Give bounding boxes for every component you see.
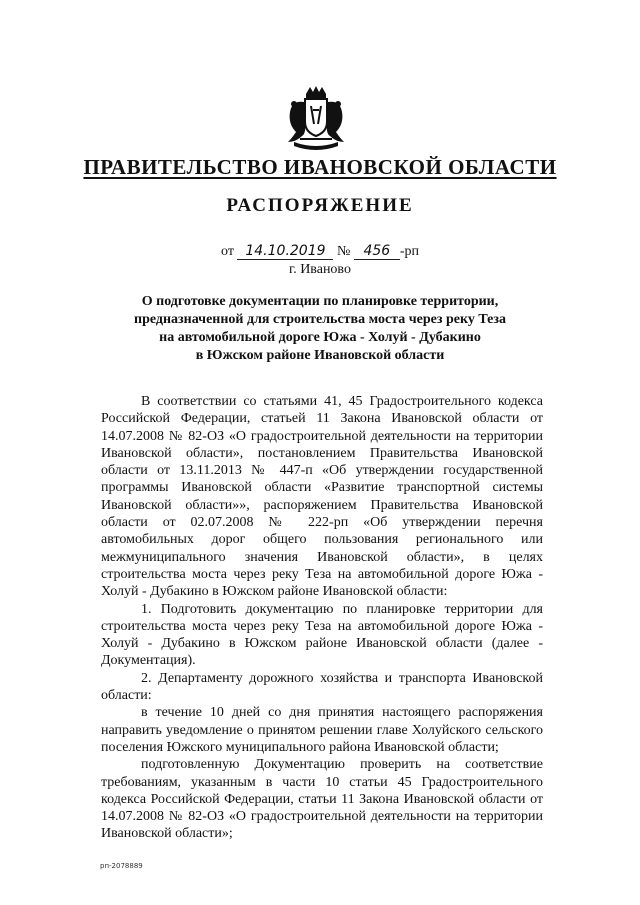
subject-line: в Южском районе Ивановской области <box>195 348 445 363</box>
government-title: ПРАВИТЕЛЬСТВО ИВАНОВСКОЙ ОБЛАСТИ <box>83 155 557 179</box>
coat-of-arms-icon <box>284 84 348 152</box>
subject-line: предназначенной для строительства моста через реку Теза <box>134 312 506 327</box>
document-code: рп-2078889 <box>100 862 143 870</box>
document-date: 14.10.2019 <box>237 244 333 260</box>
body-paragraph: 1. Подготовить документацию по планировке территории для строительства моста через реку Теза на автомобильной дороге Южа - Холуй - Дубакино в Южском районе Ивановской области (далее - Документация). <box>101 601 543 669</box>
body-paragraph: 2. Департаменту дорожного хозяйства и транспорта Ивановской области: <box>101 670 543 704</box>
document-number: 456 <box>354 244 400 260</box>
city: г. Иваново <box>289 262 351 277</box>
subject-line: на автомобильной дороге Южа - Холуй - Дубакино <box>159 330 481 345</box>
date-prefix: от <box>221 244 234 259</box>
document-body <box>101 393 543 843</box>
document-type: РАСПОРЯЖЕНИЕ <box>226 195 414 216</box>
subject-line: О подготовке документации по планировке территории, <box>141 294 499 309</box>
number-sign: № <box>336 244 351 259</box>
body-paragraph: в течение 10 дней со дня принятия настоящего распоряжения направить уведомление о принятом решении главе Холуйского сельского поселения Южского муниципального района Ивановской области; <box>101 705 543 755</box>
date-number-line <box>170 244 470 260</box>
body-paragraph: В соответствии со статьями 41, 45 Градостроительного кодекса Российской Федерации, статьей 11 Закона Ивановской области от 14.07.2008 № 82-ОЗ «О градостроительной деятельности на территории Ивановской области», постановлением Правительства Ивановской области от 13.11.2013 № 447-п «Об утверждении государственной программы Ивановской области «Развитие транспортной системы Ивановской области»», распоряжением Правительства Ивановской области от 02.07.2008 № 222-рп «Об утверждении перечня автомобильных дорог общего пользования регионального или межмуниципального значения Ивановской области», в целях строительства моста через реку Теза на автомобильной дороге Южа - Холуй - Дубакино в Южском районе Ивановской области: <box>101 394 543 600</box>
number-suffix: -рп <box>399 244 419 259</box>
body-paragraph: подготовленную Документацию проверить на соответствие требованиям, указанным в части 10 статьи 45 Градостроительного кодекса Российской Федерации, статьи 11 Закона Ивановской области от 14.07.2008 № 82-ОЗ «О градостроительной деятельности на территории Ивановской области»; <box>101 757 543 842</box>
subject-heading <box>110 293 530 365</box>
